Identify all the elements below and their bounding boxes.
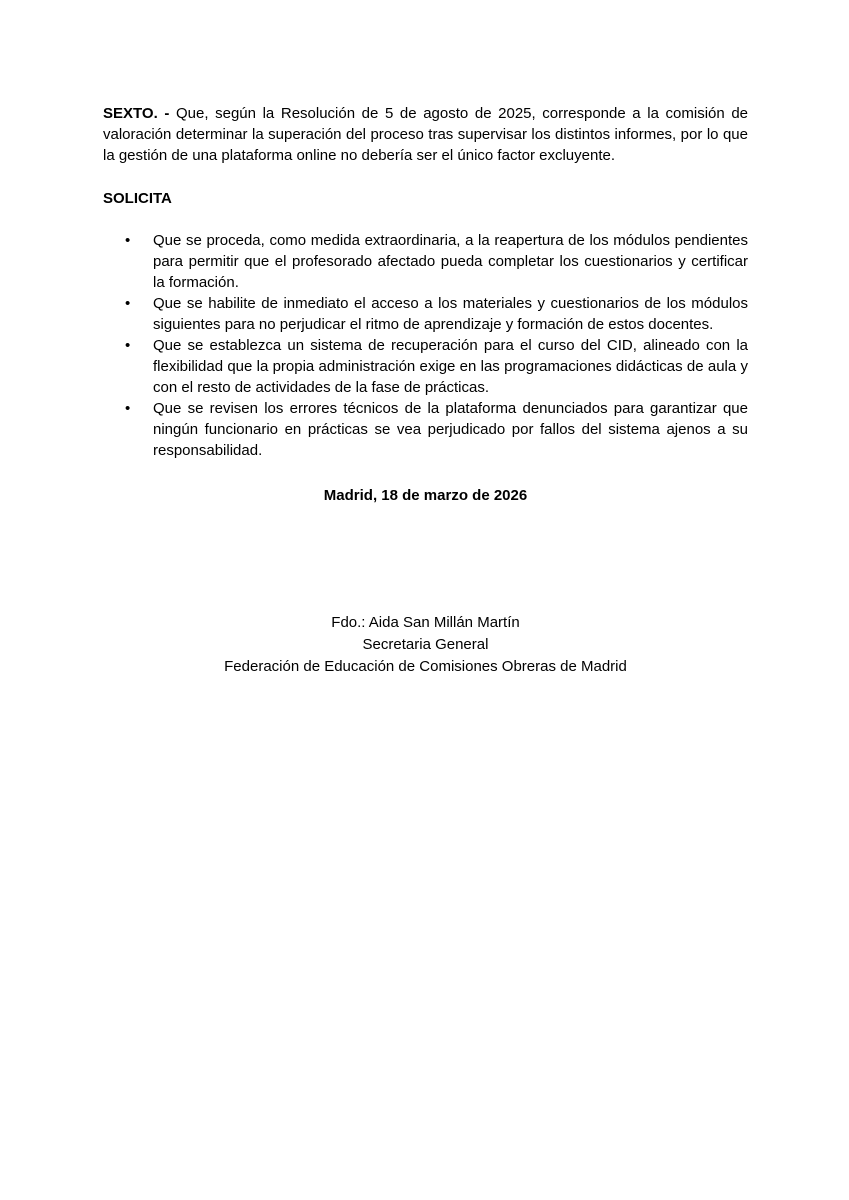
request-text: Que se revisen los errores técnicos de la plataforma denunciados para garantizar que ningún funcionario en prácticas se vea perjudicado por fallos del sistema ajenos a su responsabilidad.	[153, 400, 748, 459]
signatory-organization: Federación de Educación de Comisiones Obreras de Madrid	[224, 658, 627, 675]
signature-block	[103, 612, 748, 678]
date-line: Madrid, 18 de marzo de 2026	[323, 487, 528, 504]
solicita-heading: SOLICITA	[103, 190, 172, 207]
sexto-paragraph	[103, 103, 748, 166]
request-text: Que se proceda, como medida extraordinaria, a la reapertura de los módulos pendientes para permitir que el profesorado afectado pueda completar los cuestionarios y certificar la formación.	[153, 232, 748, 291]
signatory-name: Fdo.: Aida San Millán Martín	[331, 614, 520, 631]
list-item	[103, 335, 748, 398]
list-item	[103, 398, 748, 461]
bullet-icon: •	[125, 400, 131, 417]
signatory-role: Secretaria General	[362, 636, 489, 653]
bullet-icon: •	[125, 295, 131, 312]
list-item	[103, 230, 748, 293]
bullet-icon: •	[125, 232, 131, 249]
bullet-icon: •	[125, 337, 131, 354]
list-item	[103, 293, 748, 335]
request-text: Que se establezca un sistema de recuperación para el curso del CID, alineado con la flexibilidad que la propia administración exige en las programaciones didácticas de aula y con el resto de actividades de la fase de prácticas.	[153, 337, 748, 396]
document-body	[103, 103, 748, 678]
request-text: Que se habilite de inmediato el acceso a los materiales y cuestionarios de los módulos siguientes para no perjudicar el ritmo de aprendizaje y formación de estos docentes.	[153, 295, 748, 333]
sexto-label: SEXTO. -	[103, 105, 170, 122]
sexto-text: Que, según la Resolución de 5 de agosto de 2025, corresponde a la comisión de valoración determinar la superación del proceso tras supervisar los distintos informes, por lo que la gestión de una plataforma online no debería ser el único factor excluyente.	[103, 105, 749, 164]
requests-list	[103, 230, 748, 461]
